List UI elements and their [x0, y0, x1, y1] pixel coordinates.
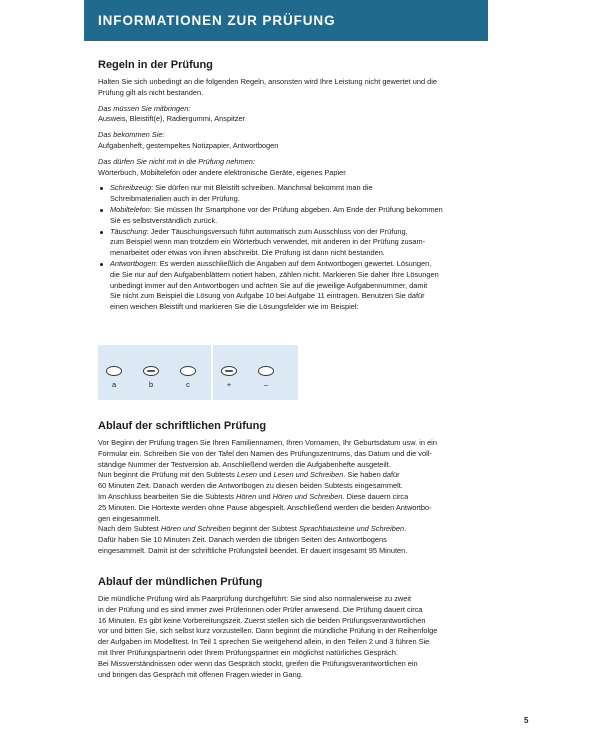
rule-line: : Jeder Täuschungsversuch führt automatisch zum Ausschluss von der Prüfung,	[146, 226, 408, 236]
text-run: Formular ein. Schreiben Sie von der Tafel den Namen des Prüfungszentrums, das Datum und die voll-	[98, 448, 432, 458]
section-schriftlich-heading: Ablauf der schriftlichen Prüfung	[98, 420, 267, 432]
rule-line: menarbeitet oder etwas von ihnen abschreibt. Die Prüfung ist dann nicht bestanden.	[110, 248, 385, 258]
section-schriftlich	[98, 419, 494, 557]
rule-line: : Sie müssen Ihr Smartphone vor der Prüfung abgeben. Am Ende der Prüfung bekommen	[149, 204, 443, 214]
answer-option	[106, 366, 122, 389]
nicht-mitnehmen-block	[98, 157, 494, 179]
mitbringen-label: Das müssen Sie mitbringen:	[98, 103, 191, 113]
rule-line: Sie es selbstverständlich zurück.	[110, 215, 218, 225]
text-run: .	[404, 524, 407, 534]
section-muendlich-body	[98, 594, 494, 680]
section-schriftlich-body	[98, 438, 494, 557]
answer-option	[180, 366, 196, 389]
text-run: gen eingesammelt.	[98, 513, 161, 523]
answer-option-label: –	[263, 380, 269, 389]
page-header-title: INFORMATIONEN ZUR PRÜFUNG	[98, 13, 336, 28]
bekommen-label: Das bekommen Sie:	[98, 130, 165, 140]
text-run: und	[256, 491, 273, 501]
rules-list	[98, 183, 494, 313]
subtest-name: Lesen	[236, 470, 258, 480]
rule-item-schreibzeug	[98, 183, 494, 205]
text-run: Nun beginnt die Prüfung mit den Subtests	[98, 470, 237, 480]
rule-term: Täuschung	[110, 226, 147, 236]
page-number: 5	[524, 716, 529, 725]
rule-line: Schreibmaterialien auch in der Prüfung.	[110, 194, 240, 204]
answer-bubble	[180, 366, 196, 376]
answer-option	[143, 366, 159, 389]
text-run: Vor Beginn der Prüfung tragen Sie Ihren Familiennamen, Ihren Vornamen, Ihr Geburtsdatum usw. in ein	[98, 438, 437, 447]
text-run: Nach dem Subtest	[98, 524, 161, 534]
intro-line: Halten Sie sich unbedingt an die folgenden Regeln, ansonsten wird Ihre Leistung nicht gewertet und die	[98, 77, 437, 86]
section-regeln	[98, 58, 494, 313]
subtest-name: Hören und Schreiben	[272, 491, 343, 501]
answer-option-label: c	[186, 380, 190, 389]
section-regeln-heading: Regeln in der Prüfung	[98, 59, 213, 71]
text-run: . Sie haben dafür	[343, 470, 400, 480]
intro-line: Prüfung gilt als nicht bestanden.	[98, 87, 204, 97]
mitbringen-text: Ausweis, Bleistift(e), Radiergummi, Anspitzer	[98, 114, 246, 124]
subtest-name: Hören	[236, 491, 257, 501]
text-run: ständige Nummer der Testversion ab. Anschließend werden die Aufgabenhefte ausgeteilt.	[98, 459, 391, 469]
answer-option-label: +	[226, 380, 232, 389]
answer-option	[221, 366, 237, 389]
section-muendlich	[98, 575, 494, 680]
rule-line: unbedingt immer auf den Antwortbogen und achten Sie auf die jeweilige Aufgabennummer, damit	[110, 280, 428, 290]
rule-term: Antwortbogen	[110, 258, 156, 268]
text-run: 60 Minuten Zeit. Danach werden die Antwortbogen zu diesen beiden Subtests eingesammelt.	[98, 481, 403, 491]
text-line: und bringen das Gespräch mit offenen Fragen wieder in Gang.	[98, 669, 303, 679]
text-line: vor und bitten Sie, sich selbst kurz vorzustellen. Dann beginnt die mündliche Prüfung in der Reihenfolge	[98, 626, 438, 636]
text-run: beginnt der Subtest	[230, 524, 299, 534]
text-line: in der Prüfung und es sind immer zwei Prüferinnen oder Prüfer anwesend. Die Prüfung dauert circa	[98, 604, 423, 614]
answer-option	[258, 366, 274, 389]
subtest-name: Sprachbausteine und Schreiben	[298, 524, 405, 534]
nicht-mitnehmen-label: Das dürfen Sie nicht mit in die Prüfung nehmen:	[98, 156, 255, 166]
answer-bubble	[258, 366, 274, 376]
section-muendlich-heading: Ablauf der mündlichen Prüfung	[98, 576, 263, 588]
answer-option-label: b	[148, 380, 154, 389]
intro-paragraph	[98, 77, 494, 99]
rule-item-mobiltelefon	[98, 205, 494, 227]
text-run: eingesammelt. Damit ist der schriftliche Prüfungsteil beendet. Er dauert insgesamt 95 Minuten.	[98, 545, 408, 555]
text-run: Im Anschluss bearbeiten Sie die Subtests	[98, 491, 237, 501]
rule-line: : Sie dürfen nur mit Bleistift schreiben. Manchmal bekommt man die	[151, 183, 373, 193]
rule-item-taeuschung	[98, 227, 494, 259]
rule-line: einen weichen Bleistift und markieren Sie die Lösungsfelder wie im Beispiel:	[110, 302, 359, 312]
nicht-mitnehmen-text: Wörterbuch, Mobiltelefon oder andere elektronische Geräte, eigenes Papier	[98, 167, 346, 177]
text-run: . Diese dauern circa	[342, 491, 409, 501]
text-run: Dafür haben Sie 10 Minuten Zeit. Danach werden die übrigen Seiten des Antwortbogens	[98, 535, 387, 545]
answer-sheet-example	[98, 345, 298, 400]
text-line: mit Ihrer Prüfungspartnerin oder Ihrem Prüfungspartner ein möglichst natürliches Gespräch.	[98, 647, 398, 657]
rule-term: Mobiltelefon	[110, 204, 150, 214]
text-run: und	[257, 470, 274, 480]
text-run: 25 Minuten. Die Hörtexte werden ohne Pause abgespielt. Anschließend werden die beiden Antwortbo-	[98, 502, 432, 512]
answer-bubble	[221, 366, 237, 376]
page-header-banner	[84, 0, 488, 41]
bekommen-text: Aufgabenheft, gestempeltes Notizpapier, Antwortbogen	[98, 140, 279, 150]
text-line: Bei Missverständnissen oder wenn das Gespräch stockt, greifen die Prüfungsverantwortlichen ein	[98, 658, 418, 668]
answer-bubble	[143, 366, 159, 376]
answer-bubble	[106, 366, 122, 376]
subtest-name: Lesen und Schreiben	[273, 470, 344, 480]
rule-line: : Es werden ausschließlich die Angaben auf dem Antwortbogen gewertet. Lösungen,	[155, 258, 432, 268]
rule-term: Schreibzeug	[110, 183, 152, 193]
text-line: der Aufgaben im Modelltest. In Teil 1 sprechen Sie weitgehend allein, in den Teilen 2 und 3 führen Sie	[98, 637, 430, 647]
rule-line: zum Beispiel wenn man trotzdem ein Wörterbuch verwendet, mit anderen in der Prüfung zusam-	[110, 237, 426, 247]
rule-item-antwortbogen	[98, 259, 494, 313]
subtest-name: Hören und Schreiben	[160, 524, 231, 534]
mitbringen-block	[98, 104, 494, 126]
text-line: Die mündliche Prüfung wird als Paarprüfung durchgeführt: Sie sind also normalerweise zu zweit	[98, 594, 412, 603]
answer-option-label: a	[111, 380, 117, 389]
rule-line: Sie nicht zum Beispiel die Lösung von Aufgabe 10 bei Aufgabe 11 eintragen. Benutzen Sie dafür	[110, 291, 425, 301]
bekommen-block	[98, 130, 494, 152]
text-line: 16 Minuten. Es gibt keine Vorbereitungszeit. Zuerst stellen sich die beiden Prüfungsverantwortlichen	[98, 615, 426, 625]
rule-line: die Sie nur auf den Aufgabenblättern notiert haben, zählen nicht. Markieren Sie daher Ihre Lösungen	[110, 269, 439, 279]
